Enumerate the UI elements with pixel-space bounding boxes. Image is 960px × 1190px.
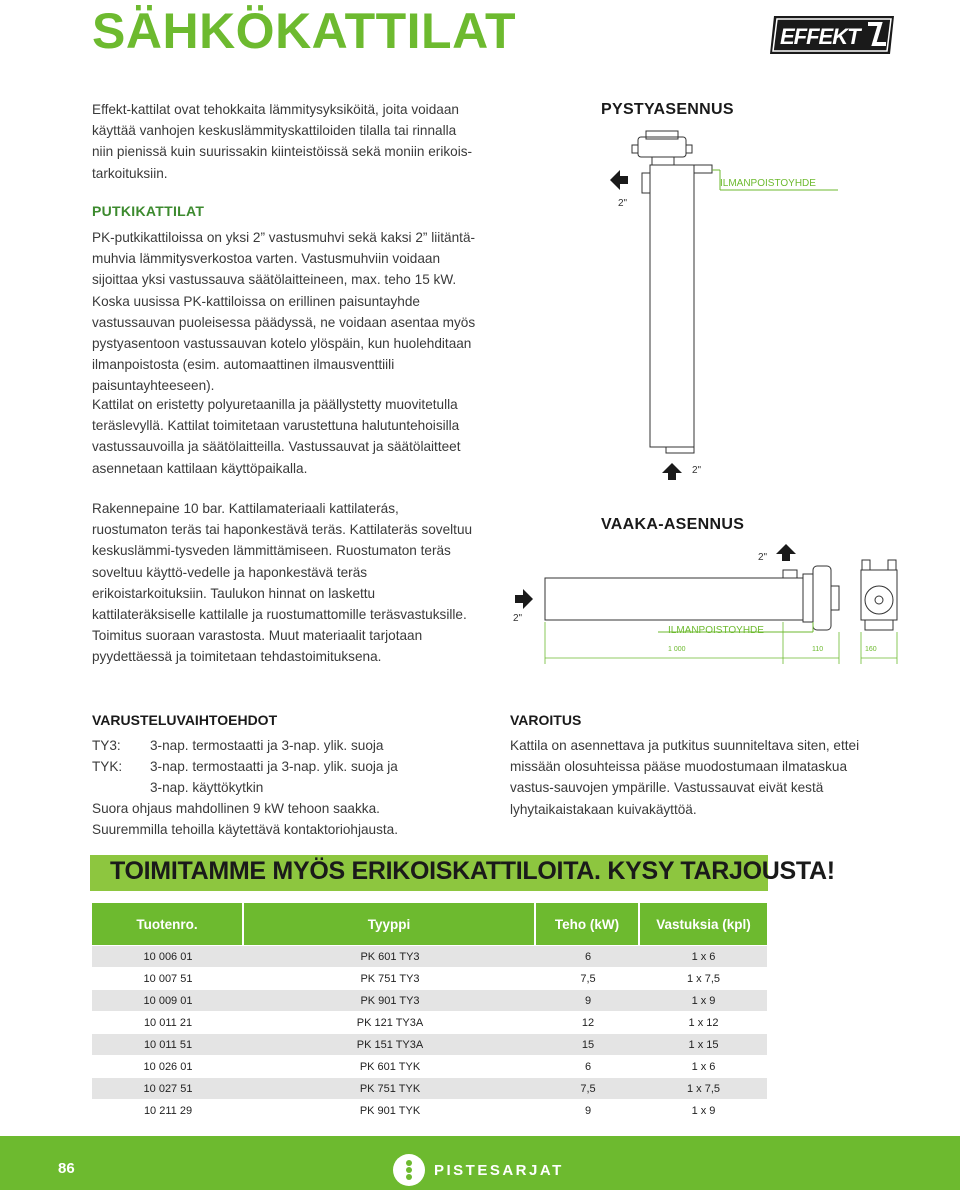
cell-resistors: 1 x 7,5 (640, 1077, 767, 1099)
h-outlet-arrow-icon (776, 544, 796, 561)
option-note: Suuremmilla tehoilla käytettävä kontaktoriohjausta. (92, 822, 399, 837)
cell-type: PK 751 TYK (244, 1077, 536, 1099)
col-header-resistors: Vastuksia (kpl) (640, 903, 767, 945)
cell-type: PK 121 TY3A (244, 1011, 536, 1033)
table-row (92, 1077, 767, 1099)
table-row (92, 1011, 767, 1033)
option-row (92, 777, 472, 798)
cell-type: PK 151 TY3A (244, 1033, 536, 1055)
inlet-arrow-icon (610, 170, 628, 190)
product-table (92, 903, 767, 1121)
svg-text:EFFEKT: EFFEKT (780, 24, 860, 49)
cell-type: PK 901 TYK (244, 1099, 536, 1121)
vertical-inch-top: 2" (618, 198, 628, 209)
cell-product-no: 10 011 21 (92, 1011, 244, 1033)
table-row (92, 1055, 767, 1077)
option-row (92, 735, 472, 756)
h-inlet-arrow-icon (515, 589, 533, 609)
vertical-inch-bottom: 2" (692, 465, 702, 476)
cell-resistors: 1 x 9 (640, 989, 767, 1011)
col-header-type: Tyyppi (244, 903, 536, 945)
intro-paragraph: Effekt-kattilat ovat tehokkaita lämmitysyksiköitä, joita voidaan käyttää vanhojen keskuslämmityskattiloiden tilalla tai rinnalla niin pienissä kuin suurissakin kiinteistöissä sekä moniin erikois-tarkoituksiin. (92, 102, 473, 181)
option-text: 3-nap. termostaatti ja 3-nap. ylik. suoja (150, 738, 384, 753)
option-text: 3-nap. termostaatti ja 3-nap. ylik. suoja ja (150, 759, 398, 774)
cell-type: PK 901 TY3 (244, 989, 536, 1011)
cell-resistors: 1 x 15 (640, 1033, 767, 1055)
warning-heading: VAROITUS (510, 712, 582, 728)
option-code: TYK: (92, 759, 123, 774)
cell-power: 9 (536, 1099, 640, 1121)
cell-power: 6 (536, 1055, 640, 1077)
cell-product-no: 10 009 01 (92, 989, 244, 1011)
dim-length: 1 000 (668, 646, 686, 653)
cell-power: 6 (536, 945, 640, 967)
table-row (92, 1033, 767, 1055)
vertical-vent-label: ILMANPOISTOYHDE (720, 178, 816, 189)
cell-product-no: 10 007 51 (92, 967, 244, 989)
cell-type: PK 751 TY3 (244, 967, 536, 989)
cell-product-no: 10 211 29 (92, 1099, 244, 1121)
option-code (92, 777, 150, 798)
horizontal-boiler-diagram (510, 540, 910, 670)
horizontal-inch-top: 2" (758, 552, 768, 563)
cell-product-no: 10 026 01 (92, 1055, 244, 1077)
cell-power: 12 (536, 1011, 640, 1033)
table-row (92, 945, 767, 967)
cell-resistors: 1 x 7,5 (640, 967, 767, 989)
horizontal-vent-label: ILMANPOISTOYHDE (668, 625, 764, 636)
eristys-paragraph: Kattilat on eristetty polyuretaanilla ja päällystetty muovitetulla teräslevyllä. Kattilat toimitetaan varustettuna halutuntehoisilla vastussauvoilla ja säätölaitteilla. Vastussauvat ja säätölaitteet asennetaan kattilaan käyttöpaikalla. (92, 397, 461, 476)
cell-power: 15 (536, 1033, 640, 1055)
option-note: Suora ohjaus mahdollinen 9 kW tehoon saakka. (92, 801, 380, 816)
cell-product-no: 10 006 01 (92, 945, 244, 967)
warning-text: Kattila on asennettava ja putkitus suunniteltava siten, ettei missään olosuhteissa pääse muodostumaan ilmataskua vastus-sauvojen ympärille. Vastussauvat eivät kestä lyhytaikaistakaan kuivakäyttöä. (510, 738, 860, 817)
options-heading: VARUSTELUVAIHTOEHDOT (92, 712, 278, 728)
col-header-power: Teho (kW) (536, 903, 640, 945)
promo-banner-text: TOIMITAMME MYÖS ERIKOISKATTILOITA. KYSY TARJOUSTA! (110, 857, 835, 885)
vertical-diagram-heading: PYSTYASENNUS (601, 101, 734, 118)
cell-product-no: 10 027 51 (92, 1077, 244, 1099)
cell-resistors: 1 x 9 (640, 1099, 767, 1121)
col-header-product-no: Tuotenro. (92, 903, 244, 945)
horizontal-inch-left: 2" (513, 613, 523, 624)
table-row (92, 1099, 767, 1121)
pistesarjat-logo-icon (392, 1153, 426, 1187)
cell-type: PK 601 TYK (244, 1055, 536, 1077)
cell-resistors: 1 x 6 (640, 945, 767, 967)
option-row (92, 756, 472, 777)
cell-power: 7,5 (536, 1077, 640, 1099)
page-title: SÄHKÖKATTILAT (92, 3, 517, 59)
cell-type: PK 601 TY3 (244, 945, 536, 967)
options-list (92, 735, 472, 840)
page-number: 86 (58, 1160, 75, 1177)
cell-product-no: 10 011 51 (92, 1033, 244, 1055)
cell-resistors: 1 x 6 (640, 1055, 767, 1077)
cell-power: 7,5 (536, 967, 640, 989)
cell-resistors: 1 x 12 (640, 1011, 767, 1033)
materiaali-paragraph: Rakennepaine 10 bar. Kattilamateriaali kattilaterás, ruostumaton teräs tai haponkestävä teräs. Kattilateräs soveltuu keskuslämmi-tysveden lämmittämiseen. Ruostumaton teräs soveltuu käyttö-vedelle ja haponkestävä teräs erikoistarkoituksiin. Taulukon hinnat on laskettu kattilateräksiselle kattilalle ja ruostumattomille teräsvastuksille. Toimitus suoraan varastosta. Muut materiaalit tarjotaan pyydettäessä ja toimitetaan tehdastoimituksena. (92, 501, 473, 665)
effekti-logo (768, 14, 896, 56)
pistesarjat-brand (392, 1152, 564, 1188)
putkikattilat-paragraph: PK-putkikattiloissa on yksi 2” vastusmuhvi sekä kaksi 2” liitäntä-muhvia lämmitysverkostoa varten. Vastusmuhviin voidaan sijoittaa yksi vastussauva säätölaitteineen, max. teho 15 kW. Koska uusissa PK-kattiloissa on erillinen paisuntayhde vastussauvan puoleisessa päädyssä, ne voidaan asentaa myös pystyasentoon vastussauvan kotelo ylöspäin, kun huolehditaan ilmanpoistosta (esim. automaattinen ilmausventtiili paisuntayhteeseen). (92, 230, 476, 394)
dim-head: 110 (812, 646, 824, 653)
outlet-arrow-icon (662, 463, 682, 480)
table-row (92, 989, 767, 1011)
dim-width: 160 (865, 646, 877, 653)
option-code: TY3: (92, 738, 121, 753)
brand-name: PISTESARJAT (434, 1161, 564, 1179)
putkikattilat-heading: PUTKIKATTILAT (92, 203, 205, 219)
option-text: 3-nap. käyttökytkin (150, 780, 264, 795)
horizontal-diagram-heading: VAAKA-ASENNUS (601, 516, 745, 533)
cell-power: 9 (536, 989, 640, 1011)
table-row (92, 967, 767, 989)
